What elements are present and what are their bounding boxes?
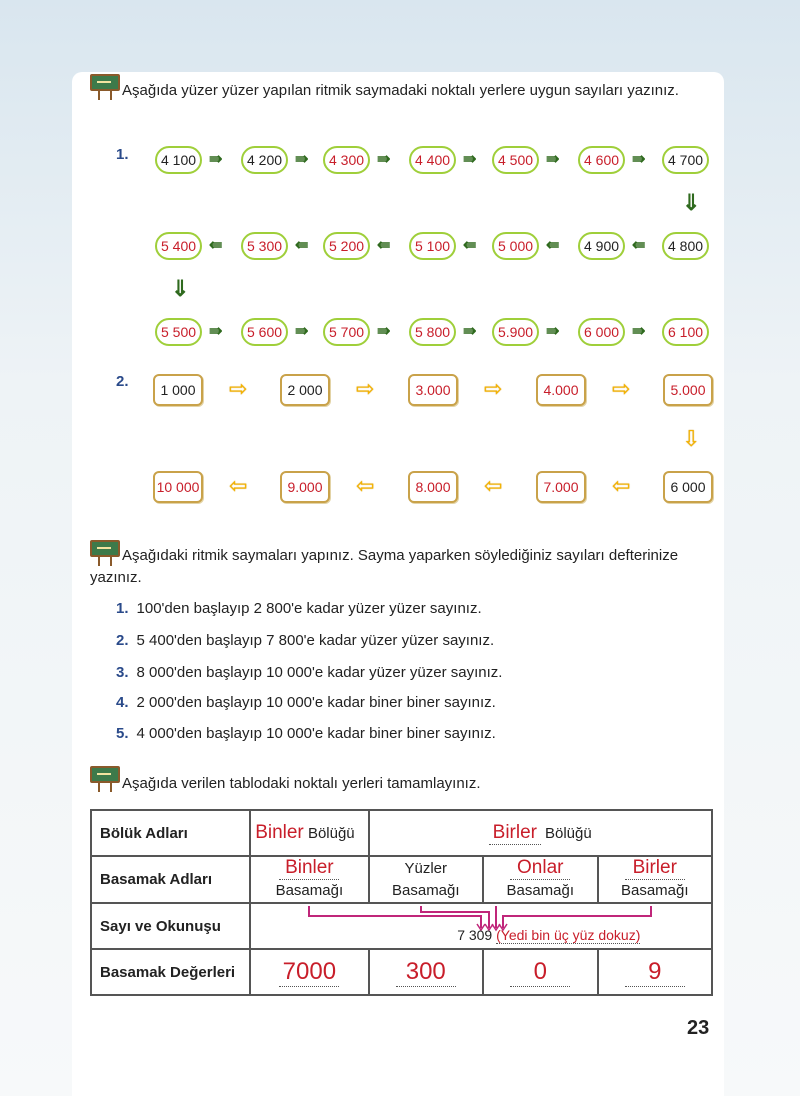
number-box: 1 000 (153, 374, 203, 406)
row-label: Basamak Adları (91, 856, 250, 903)
arrow-left-icon: ⇚ (377, 237, 391, 254)
number-oval: 4 900 (578, 232, 625, 260)
arrow-right-icon: ⇨ (229, 376, 248, 401)
page-number: 23 (687, 1017, 710, 1039)
number-oval: 4 200 (241, 146, 288, 174)
number-oval: 5 300 (241, 232, 288, 260)
number-oval: 5 200 (323, 232, 370, 260)
number-box: 5.000 (663, 374, 713, 406)
number-oval: 5 000 (492, 232, 539, 260)
number-oval: 4 700 (662, 146, 709, 174)
basamak-cell: Yüzler Basamağı (369, 856, 483, 903)
number-reading: (Yedi bin üç yüz dokuz) (496, 927, 641, 943)
number-oval: 5 500 (155, 318, 202, 346)
arrow-right-icon: ⇛ (632, 151, 646, 168)
basamak-cell: Birler Basamağı (598, 856, 713, 903)
number-box: 6 000 (663, 471, 713, 503)
arrow-left-icon: ⇚ (463, 237, 477, 254)
value-cell: 300 (369, 949, 483, 995)
instruction-2: Aşağıdaki ritmik saymaları yapınız. Sayma yaparken söylediğiniz sayıları defterinize yazınız. (90, 547, 679, 586)
number-box: 2 000 (280, 374, 330, 406)
number-oval: 4 100 (155, 146, 202, 174)
arrow-left-icon: ⇦ (484, 473, 503, 498)
arrow-right-icon: ⇛ (463, 151, 477, 168)
number-oval: 4 800 (662, 232, 709, 260)
number-value: 7 309 (457, 927, 493, 943)
value-cell: 9 (598, 949, 713, 995)
birler-bolugu-cell: Birler Bölüğü (369, 810, 712, 856)
arrow-left-icon: ⇦ (229, 473, 248, 498)
arrow-left-icon: ⇚ (295, 237, 309, 254)
list-item: 1. 100'den başlayıp 2 800'e kadar yüzer yüzer sayınız. (116, 600, 482, 617)
value-cell: 7000 (250, 949, 368, 995)
list-item: 2. 5 400'den başlayıp 7 800'e kadar yüzer yüzer sayınız. (116, 632, 495, 649)
arrow-down-icon: ⇩ (682, 426, 701, 451)
arrow-down-icon: ⇓ (682, 190, 701, 215)
number-oval: 6 000 (578, 318, 625, 346)
list-item: 3. 8 000'den başlayıp 10 000'e kadar yüzer yüzer sayınız. (116, 664, 503, 681)
number-oval: 4 500 (492, 146, 539, 174)
number-oval: 5 100 (409, 232, 456, 260)
arrow-right-icon: ⇛ (377, 323, 391, 340)
number-box: 9.000 (280, 471, 330, 503)
arrow-right-icon: ⇛ (546, 151, 560, 168)
instruction-3: Aşağıda verilen tablodaki noktalı yerleri tamamlayınız. (122, 775, 481, 792)
list-item: 5. 4 000'den başlayıp 10 000'e kadar biner biner sayınız. (116, 725, 496, 742)
question-1-label: 1. (116, 146, 129, 163)
arrow-down-icon: ⇓ (171, 276, 190, 301)
row-label: Basamak Değerleri (91, 949, 250, 995)
number-box: 8.000 (408, 471, 458, 503)
arrow-left-icon: ⇦ (612, 473, 631, 498)
arrow-right-icon: ⇛ (209, 151, 223, 168)
place-value-table (90, 809, 713, 996)
number-oval: 4 600 (578, 146, 625, 174)
number-oval: 5 700 (323, 318, 370, 346)
instruction-1: Aşağıda yüzer yüzer yapılan ritmik saymadaki noktalı yerlere uygun sayıları yazınız. (122, 82, 679, 99)
row-label: Sayı ve Okunuşu (91, 903, 250, 949)
arrow-right-icon: ⇛ (632, 323, 646, 340)
arrow-right-icon: ⇨ (356, 376, 375, 401)
arrow-right-icon: ⇛ (209, 323, 223, 340)
arrow-left-icon: ⇚ (546, 237, 560, 254)
number-oval: 5 600 (241, 318, 288, 346)
arrow-right-icon: ⇨ (484, 376, 503, 401)
number-oval: 4 400 (409, 146, 456, 174)
number-oval: 6 100 (662, 318, 709, 346)
arrow-left-icon: ⇦ (356, 473, 375, 498)
binler-bolugu-cell: Binler Bölüğü (250, 810, 368, 856)
number-oval: 5 800 (409, 318, 456, 346)
number-box: 10 000 (153, 471, 203, 503)
arrow-right-icon: ⇛ (295, 323, 309, 340)
arrow-right-icon: ⇛ (463, 323, 477, 340)
value-cell: 0 (483, 949, 597, 995)
arrow-right-icon: ⇛ (295, 151, 309, 168)
arrow-right-icon: ⇛ (546, 323, 560, 340)
number-reading-cell (250, 903, 712, 949)
basamak-cell: Binler Basamağı (250, 856, 368, 903)
row-label: Bölük Adları (91, 810, 250, 856)
number-box: 7.000 (536, 471, 586, 503)
arrow-right-icon: ⇛ (377, 151, 391, 168)
number-oval: 5.900 (492, 318, 539, 346)
arrow-left-icon: ⇚ (209, 237, 223, 254)
number-box: 4.000 (536, 374, 586, 406)
question-2-label: 2. (116, 373, 129, 390)
number-oval: 4 300 (323, 146, 370, 174)
basamak-cell: Onlar Basamağı (483, 856, 597, 903)
list-item: 4. 2 000'den başlayıp 10 000'e kadar biner biner sayınız. (116, 694, 496, 711)
number-box: 3.000 (408, 374, 458, 406)
arrow-left-icon: ⇚ (632, 237, 646, 254)
chalkboard-icon (90, 766, 120, 792)
arrow-right-icon: ⇨ (612, 376, 631, 401)
number-oval: 5 400 (155, 232, 202, 260)
